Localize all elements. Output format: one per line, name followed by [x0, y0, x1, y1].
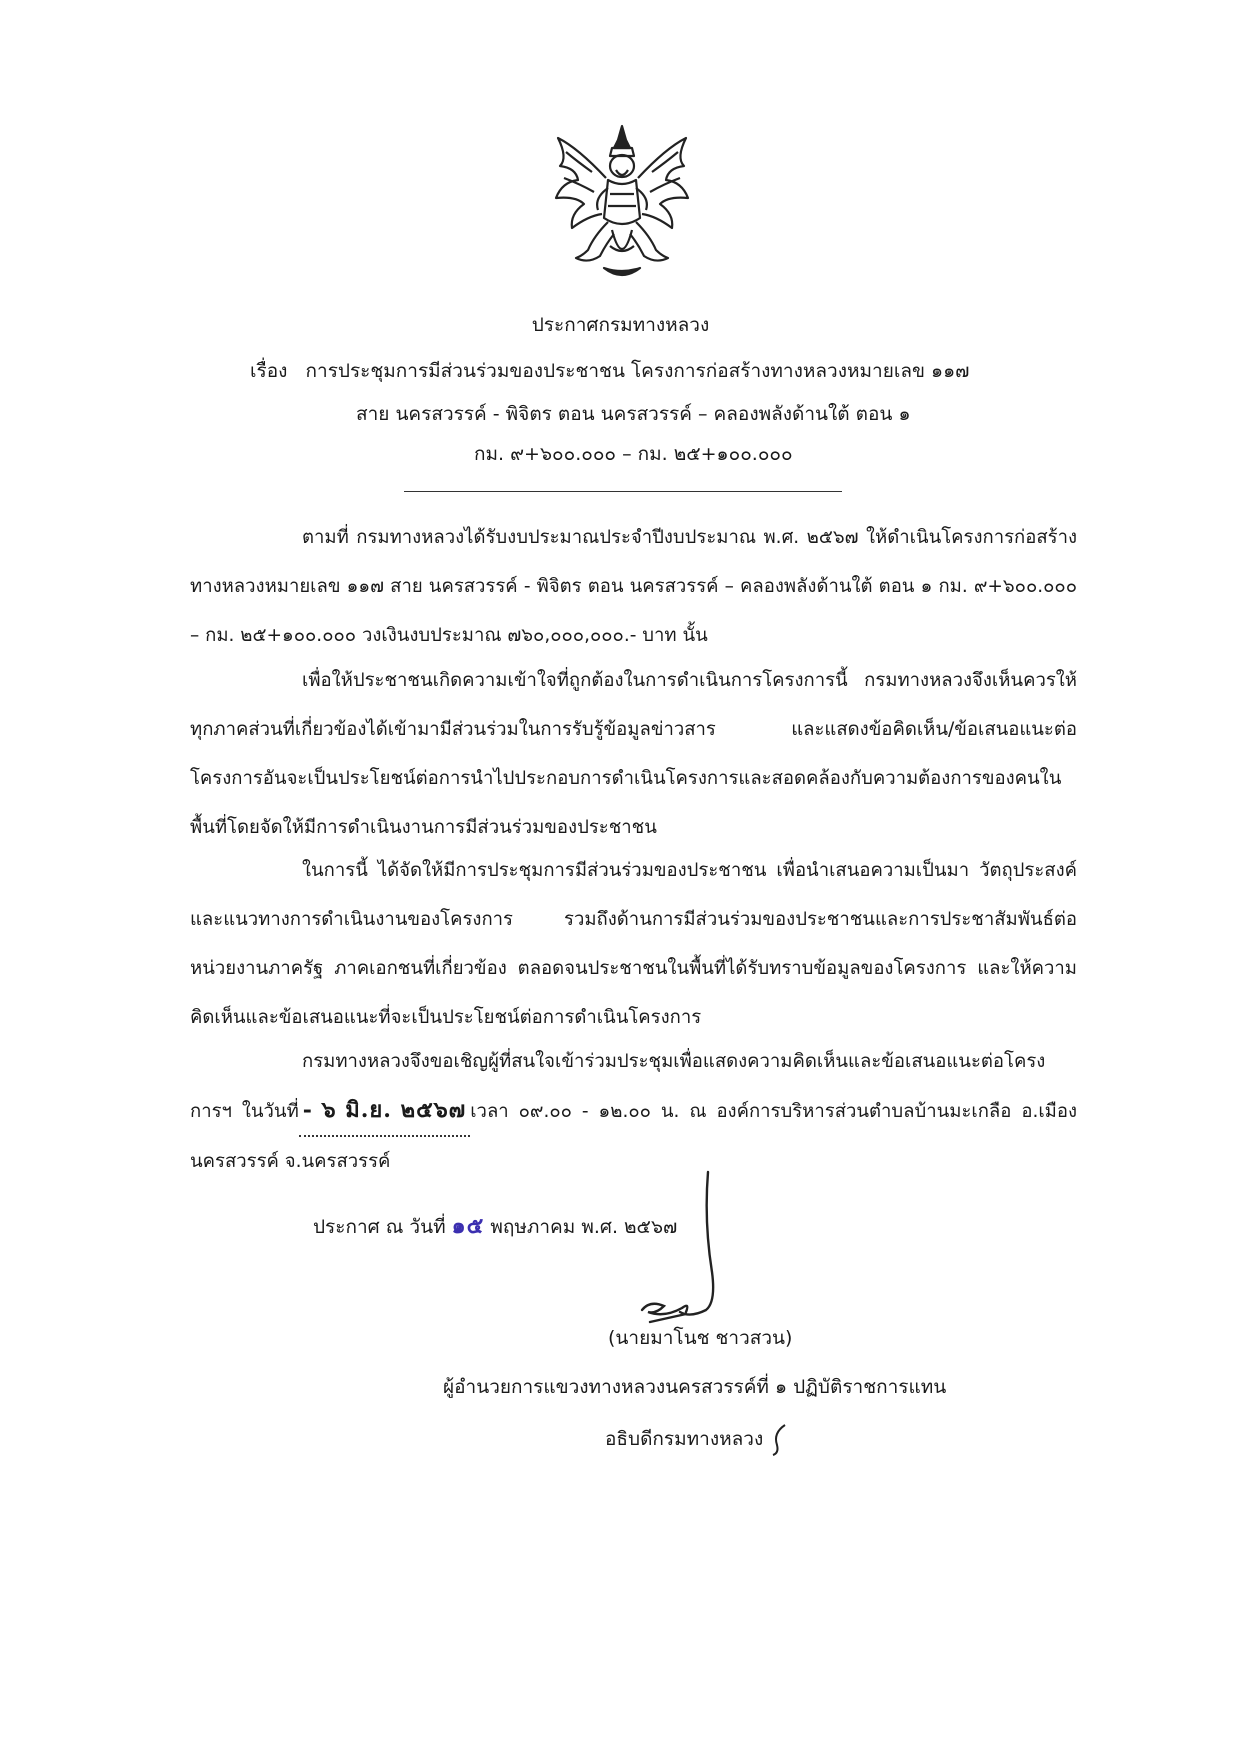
announce-pre: ประกาศ ณ วันที่	[313, 1216, 446, 1238]
signer-title-line	[605, 1423, 791, 1457]
subject-text-1: การประชุมการมีส่วนร่วมของประชาชน โครงการก่อสร้างทางหลวงหมายเลข ๑๑๗	[305, 360, 970, 382]
notice-title: ประกาศกรมทางหลวง	[531, 314, 710, 336]
paragraph-3	[190, 846, 1077, 1042]
subject-label: เรื่อง	[250, 360, 288, 382]
signer-position: ผู้อำนวยการแขวงทางหลวงนครสวรรค์ที่ ๑ ปฏิบัติราชการแทน	[443, 1376, 947, 1398]
divider-line	[404, 491, 842, 492]
paragraph-1-text: ตามที่ กรมทางหลวงได้รับงบประมาณประจำปีงบประมาณ พ.ศ. ๒๕๖๗ ให้ดำเนินโครงการก่อสร้างทางหลวงหมายเลข ๑๑๗ สาย นครสวรรค์ - พิจิตร ตอน นครสวรรค์ – คลองพลังด้านใต้ ตอน ๑ กม. ๙+๖๐๐.๐๐๐ – กม. ๒๕+๑๐๐.๐๐๐ วงเงินงบประมาณ ๗๖๐,๐๐๐,๐๐๐.- บาท นั้น	[190, 527, 1077, 646]
announce-day: ๑๕	[451, 1213, 485, 1239]
announce-post: พฤษภาคม พ.ศ. ๒๕๖๗	[490, 1216, 678, 1238]
paragraph-4-post: เวลา ๐๙.๐๐ - ๑๒.๐๐ น. ณ องค์การบริหารส่วนตำบลบ้านมะเกลือ อ.เมืองนครสวรรค์ จ.นครสวรรค์	[190, 1101, 1077, 1172]
paragraph-2-text: เพื่อให้ประชาชนเกิดความเข้าใจที่ถูกต้องในการดำเนินการโครงการนี้ กรมทางหลวงจึงเห็นควรให้ทุกภาคส่วนที่เกี่ยวข้องได้เข้ามามีส่วนร่วมในการรับรู้ข้อมูลข่าวสาร และแสดงข้อคิดเห็น/ข้อเสนอแนะต่อโครงการอันจะเป็นประโยชน์ต่อการนำไปประกอบการดำเนินโครงการและสอดคล้องกับความต้องการของคนในพื้นที่โดยจัดให้มีการดำเนินงานการมีส่วนร่วมของประชาชน	[190, 670, 1077, 838]
paragraph-2	[190, 656, 1077, 852]
paragraph-1	[190, 513, 1077, 660]
paragraph-4-pre: กรมทางหลวงจึงขอเชิญผู้ที่สนใจเข้าร่วมประชุมเพื่อแสดงความคิดเห็นและข้อเสนอแนะต่อโครงการฯ ในวันที่	[190, 1051, 1046, 1122]
signer-name: (นายมาโนช ชาวสวน)	[608, 1327, 793, 1349]
subject-line-2: สาย นครสวรรค์ - พิจิตร ตอน นครสวรรค์ – คลองพลังด้านใต้ ตอน ๑	[356, 403, 911, 425]
meeting-date: - ๖ มิ.ย. ๒๕๖๗	[299, 1086, 470, 1137]
subject-line-3: กม. ๙+๖๐๐.๐๐๐ – กม. ๒๕+๑๐๐.๐๐๐	[474, 443, 793, 465]
subject-line-1	[250, 359, 969, 383]
signature	[620, 1162, 790, 1342]
initial-mark	[769, 1423, 791, 1457]
paragraph-3-text: ในการนี้ ได้จัดให้มีการประชุมการมีส่วนร่วมของประชาชน เพื่อนำเสนอความเป็นมา วัตถุประสงค์ และแนวทางการดำเนินงานของโครงการ รวมถึงด้านการมีส่วนร่วมของประชาชนและการประชาสัมพันธ์ต่อหน่วยงานภาครัฐ ภาคเอกชนที่เกี่ยวข้อง ตลอดจนประชาชนในพื้นที่ได้รับทราบข้อมูลของโครงการ และให้ความคิดเห็นและข้อเสนอแนะที่จะเป็นประโยชน์ต่อการดำเนินโครงการ	[190, 860, 1077, 1028]
garuda-emblem	[548, 118, 696, 288]
signer-title: อธิบดีกรมทางหลวง	[605, 1428, 764, 1450]
